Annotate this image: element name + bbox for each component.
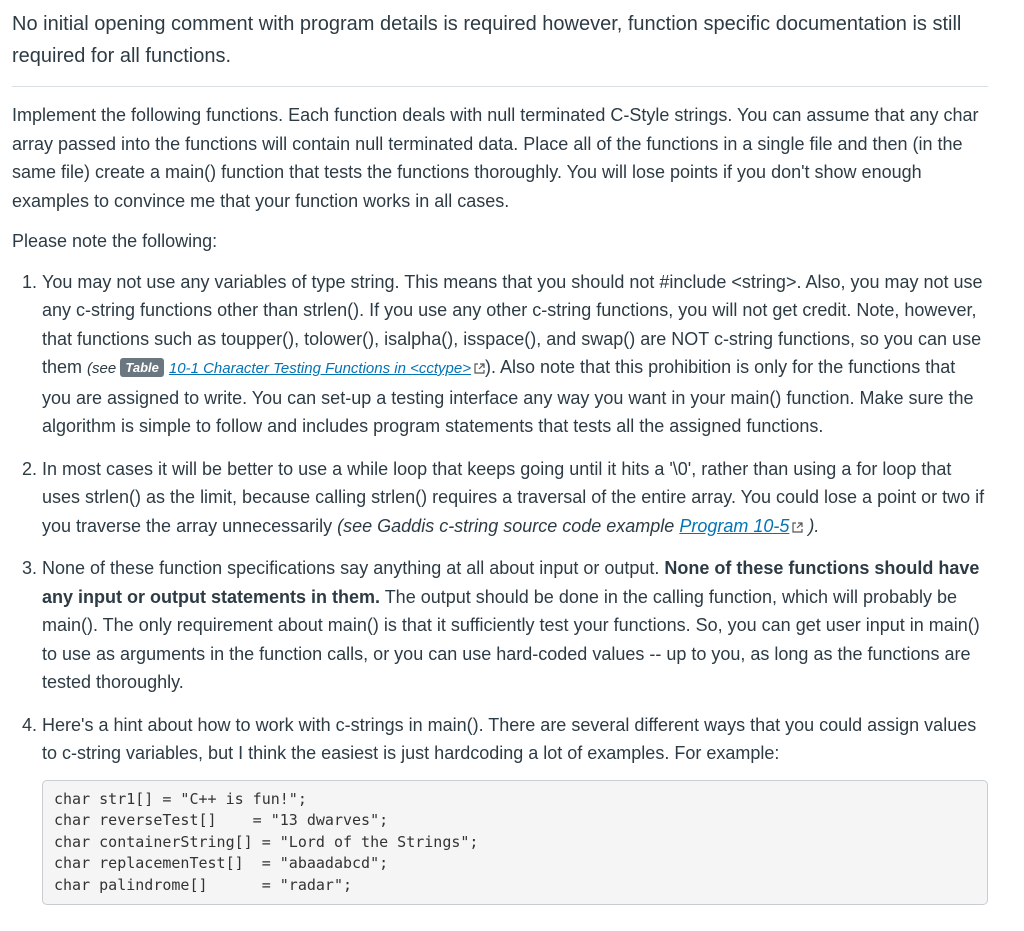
program-10-5-link[interactable]: Program 10-5: [679, 515, 790, 536]
external-link-icon: [792, 522, 803, 533]
external-link-icon: [474, 363, 485, 374]
list-item: 4. Here's a hint about how to work with c-strings in main(). There are several different ways that you could assign values to c-string variables, but I think the easiest is just hardcoding a lot of examples. For example: char str1[] = "C++ is fun!"; char reverseTest[] = "13 dwarves"; char containerString[] = "Lord of the Strings"; char replacemenTest[] = "abaadabcd"; char palindrome[] = "radar";: [42, 711, 988, 906]
list-item: 3. None of these function specifications say anything at all about input or output. None of these functions should have any input or output statements in them. The output should be done in the calling function, which will probably be main(). The only requirement about main() is that it sufficiently test your functions. So, you can get user input in main() to use as arguments in the function calls, or you can use hard-coded values -- up to you, as long as the functions are tested thoroughly.: [42, 554, 988, 697]
code-example-block: char str1[] = "C++ is fun!"; char reverseTest[] = "13 dwarves"; char containerString[] = "Lord of the Strings"; char replacemenTest[] = "abaadabcd"; char palindrome[] = "radar";: [42, 780, 988, 906]
table-badge: Table: [120, 358, 163, 377]
list-item: 2. In most cases it will be better to use a while loop that keeps going until it hits a '\0', rather than using a for loop that uses strlen() as the limit, because calling strlen() requires a traversal of the entire array. You could lose a point or two if you traverse the array unnecessarily (see Gaddis c-string source code example Program 10-5 ).: [42, 455, 988, 541]
intro-paragraph: No initial opening comment with program details is required however, function specific documentation is still required for all functions.: [12, 13, 962, 67]
implement-paragraph: Implement the following functions. Each function deals with null terminated C-Style strings. You can assume that any char array passed into the functions will contain null terminated data. Place all of the functions in a single file and then (in the same file) create a main() function that tests the functions thoroughly. You will lose points if you don't show enough examples to convince me that your function works in all cases.: [12, 105, 979, 211]
requirements-list: [12, 268, 988, 906]
note-heading: Please note the following:: [12, 231, 218, 251]
bold-requirement: None of these functions should have any input or output statements in them.: [42, 558, 980, 607]
character-testing-functions-link[interactable]: 10-1 Character Testing Functions in <cctype>: [168, 360, 471, 377]
list-item: 1. You may not use any variables of type string. This means that you should not #include <string>. Also, you may not use any c-string functions other than strlen(). If you use any other c-string functions, you will not get credit. Note, however, that functions such as toupper(), tolower(), isalpha(), isspace(), and swap() are NOT c-string functions, so you can use them (see Table 10-1 Character Testing Functions in <cctype> ). Also note that this prohibition is only for the functions that you are assigned to write. You can set-up a testing interface any way you want in your main() function. Make sure the algorithm is simple to follow and includes program statements that tests all the assigned functions.: [42, 268, 988, 441]
section-divider: [12, 86, 988, 87]
